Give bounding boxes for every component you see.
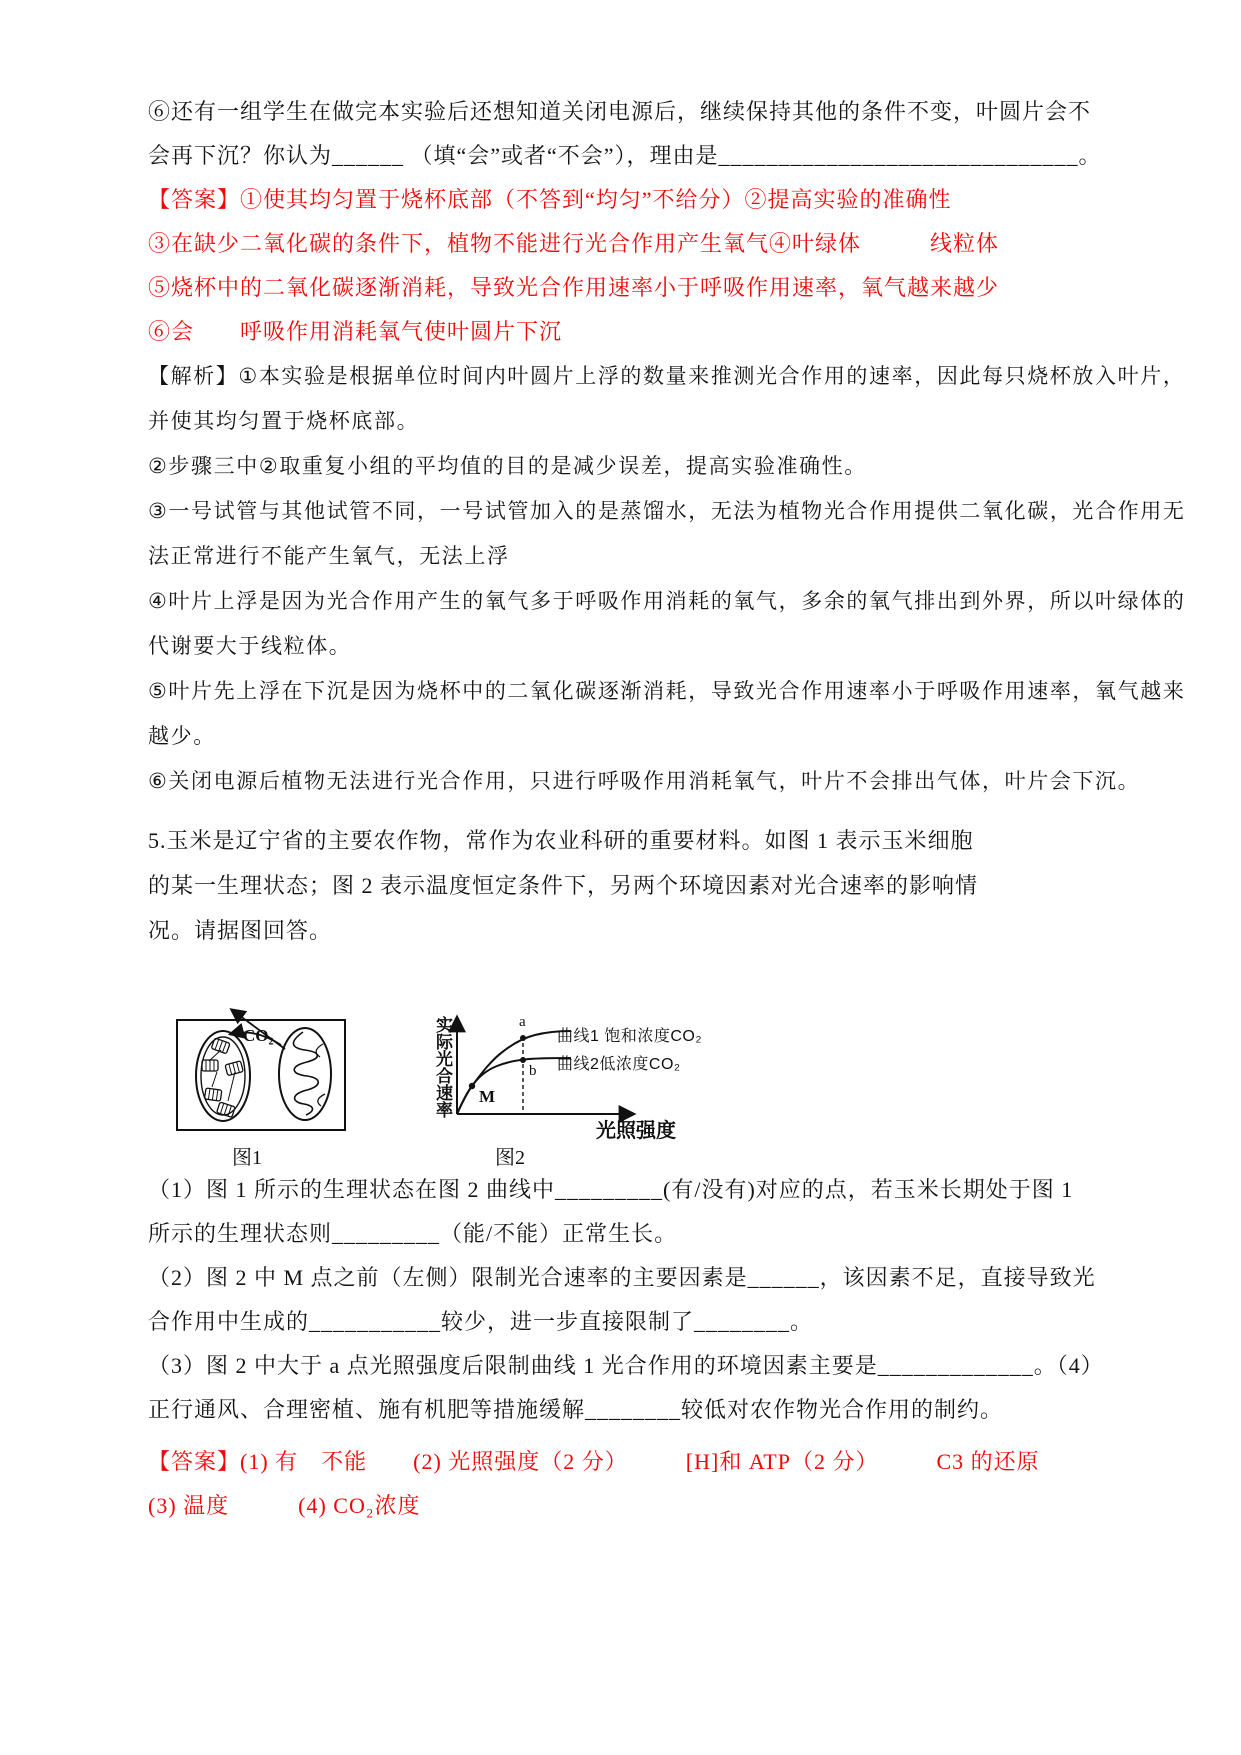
q5-intro-line: 的某一生理状态；图 2 表示温度恒定条件下，另两个环境因素对光合速率的影响情 — [148, 873, 979, 898]
co2-label: CO₂ — [243, 1026, 274, 1045]
q5-question-line: （3）图 2 中大于 a 点光照强度后限制曲线 1 光合作用的环境因素主要是_____________。（4） — [148, 1353, 1104, 1378]
point-m-label: M — [479, 1087, 496, 1106]
x-axis-label: 光照强度 — [596, 1120, 676, 1142]
point-b-dot — [520, 1057, 526, 1063]
q6-analysis-line: 代谢要大于线粒体。 — [148, 635, 352, 658]
point-m-dot — [469, 1083, 475, 1089]
q6-answer-line: ⑤烧杯中的二氧化碳逐渐消耗，导致光合作用速率小于呼吸作用速率，氧气越来越少 — [148, 275, 1000, 300]
q6-text-line: 会再下沉？你认为______ （填“会”或者“不会”），理由是______________________________。 — [148, 143, 1102, 168]
q5-answer-line: (3) 温度 (4) CO₂浓度 — [148, 1493, 421, 1518]
q5-intro-line: 5.玉米是辽宁省的主要农作物，常作为农业科研的重要材料。如图 1 表示玉米细胞 — [148, 828, 974, 853]
q6-analysis-line: ⑥关闭电源后植物无法进行光合作用，只进行呼吸作用消耗氧气，叶片不会排出气体，叶片会下沉。 — [148, 770, 1141, 793]
curve-1 — [457, 1031, 571, 1114]
q6-text-line: ⑥还有一组学生在做完本实验后还想知道关闭电源后，继续保持其他的条件不变，叶圆片会不 — [148, 99, 1092, 124]
q6-analysis-line: ⑤叶片先上浮在下沉是因为烧杯中的二氧化碳逐渐消耗，导致光合作用速率小于呼吸作用速率，氧气越来 — [148, 680, 1186, 703]
q6-answer-line: 【答案】①使其均匀置于烧杯底部（不答到“均匀”不给分）②提高实验的准确性 — [148, 187, 952, 212]
q6-analysis-line: 法正常进行不能产生氧气，无法上浮 — [148, 545, 510, 568]
q6-analysis-line: ②步骤三中②取重复小组的平均值的目的是减少误差，提高实验准确性。 — [148, 455, 867, 478]
q6-analysis-line: 并使其均匀置于烧杯底部。 — [148, 410, 420, 433]
q5-question-line: 正行通风、合理密植、施有机肥等措施缓解________较低对农作物光合作用的制约。 — [148, 1397, 1004, 1422]
q5-questions — [148, 1168, 1178, 1432]
q5-question-line: 所示的生理状态则_________（能/不能）正常生长。 — [148, 1221, 678, 1246]
q6-answer-line: ③在缺少二氧化碳的条件下，植物不能进行光合作用产生氧气④叶绿体 线粒体 — [148, 231, 1000, 256]
legend-curve2: 曲线2低浓度CO₂ — [557, 1056, 681, 1073]
q6-analysis-line: ④叶片上浮是因为光合作用产生的氧气多于呼吸作用消耗的氧气，多余的氧气排出到外界，所以叶绿体的 — [148, 590, 1186, 613]
mitochondrion-shape — [279, 1028, 331, 1120]
q5-answer-line: 【答案】(1) 有 不能 (2) 光照强度（2 分） [H]和 ATP（2 分） C3 的还原 — [148, 1449, 1040, 1474]
chloroplast-shape — [196, 1031, 250, 1121]
q5-question-line: （2）图 2 中 M 点之前（左侧）限制光合速率的主要因素是______，该因素不足，直接导致光 — [148, 1265, 1096, 1290]
point-a-label: a — [519, 1014, 526, 1030]
q5-intro — [148, 818, 1178, 953]
q6-analysis-line: 【解析】①本实验是根据单位时间内叶圆片上浮的数量来推测光合作用的速率，因此每只烧杯放入叶片， — [148, 365, 1186, 388]
y-axis-label: 实际光合速率 — [433, 1016, 452, 1118]
figure-block — [148, 993, 1178, 1168]
fig1-caption: 图1 — [232, 1147, 262, 1169]
document-content — [148, 90, 1186, 1528]
point-a-dot — [520, 1035, 526, 1041]
point-b-label: b — [529, 1063, 537, 1079]
q5-question-line: 合作用中生成的___________较少，进一步直接限制了________。 — [148, 1309, 814, 1334]
legend-curve1: 曲线1 饱和浓度CO₂ — [557, 1028, 703, 1045]
q6-analysis-line: ③一号试管与其他试管不同，一号试管加入的是蒸馏水，无法为植物光合作用提供二氧化碳，光合作用无 — [148, 500, 1186, 523]
q5-question-line: （1）图 1 所示的生理状态在图 2 曲线中_________(有/没有)对应的点，若玉米长期处于图 1 — [148, 1177, 1074, 1202]
q6-answer-line: ⑥会 呼吸作用消耗氧气使叶圆片下沉 — [148, 319, 563, 344]
q5-answer — [148, 1440, 1178, 1528]
fig2-caption: 图2 — [495, 1147, 525, 1169]
q5-intro-line: 况。请据图回答。 — [148, 918, 333, 943]
q6-analysis-line: 越少。 — [148, 725, 216, 748]
